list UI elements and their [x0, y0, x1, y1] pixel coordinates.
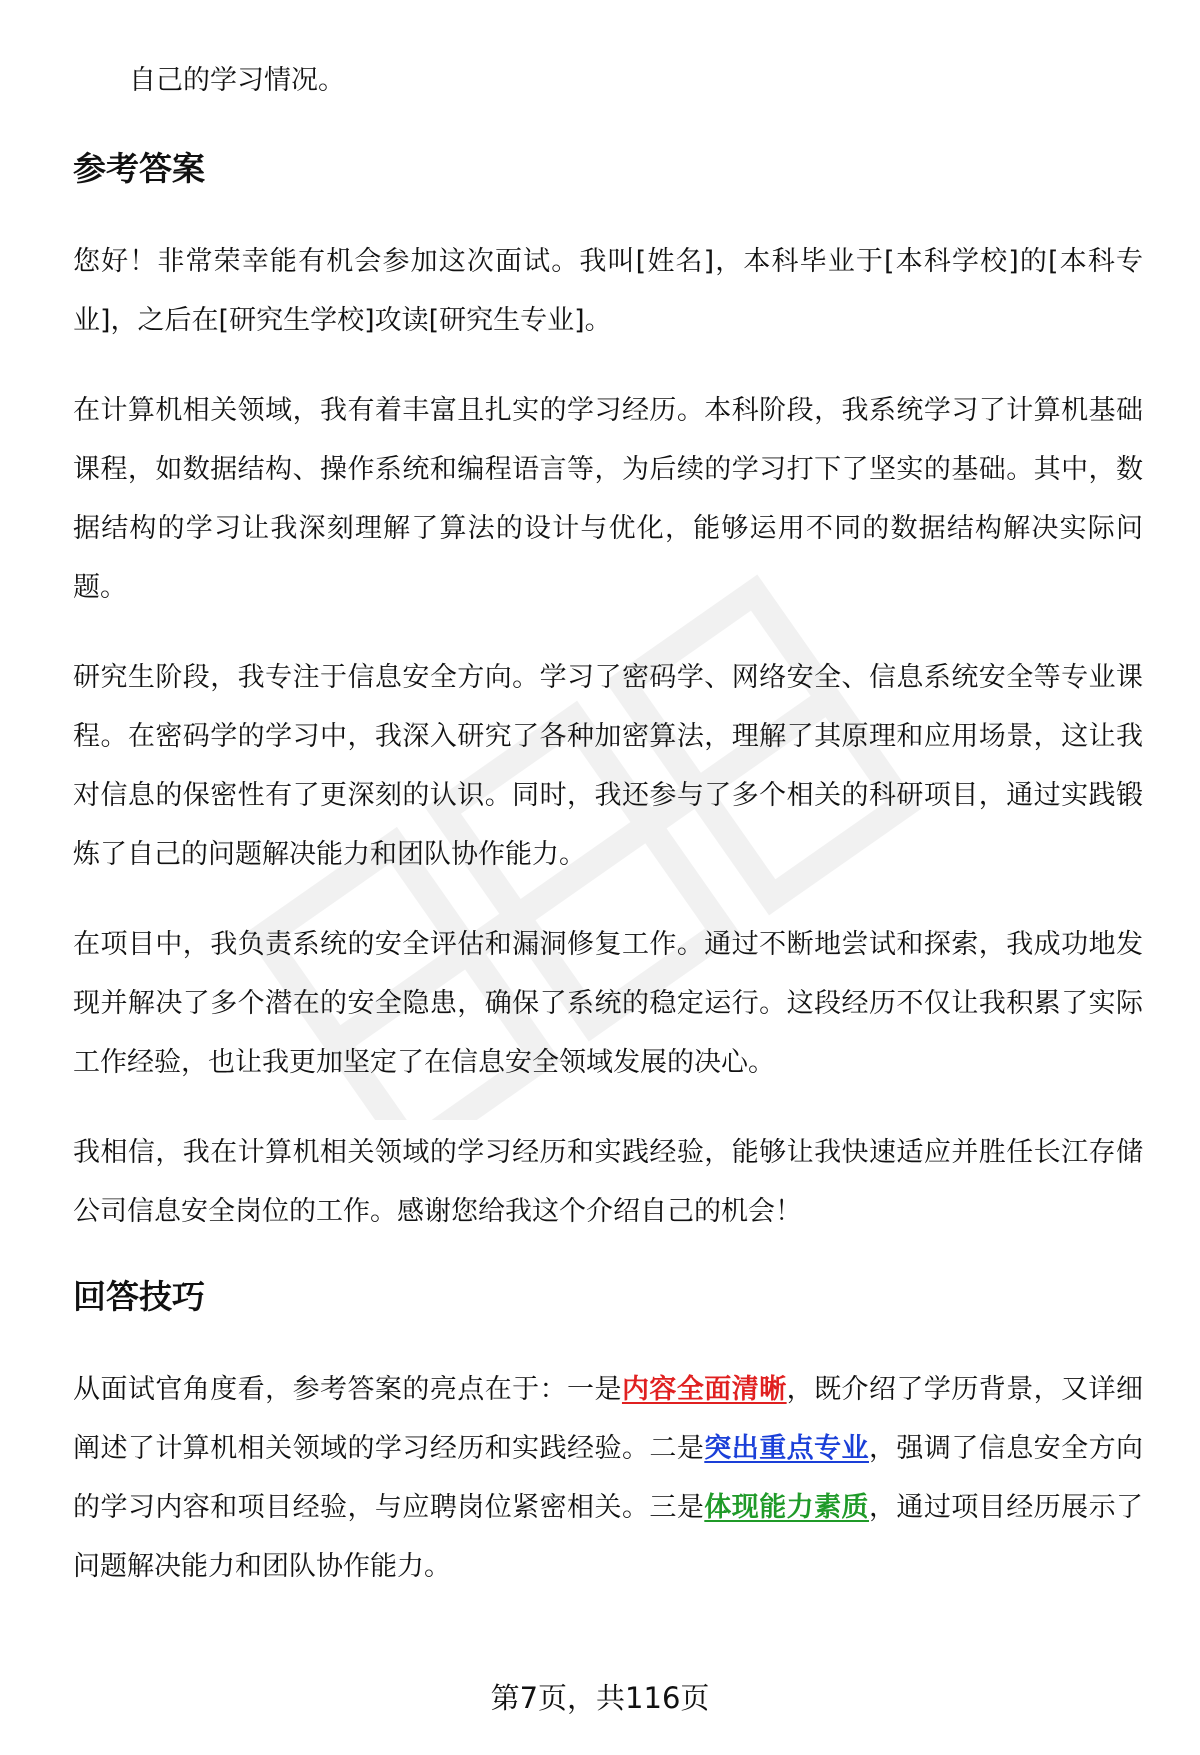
section-heading-reference-answer: 参考答案 [73, 149, 205, 188]
tips-text-3: ，强调了信息安全方向的学习内容和项目经验，与应聘岗位紧密相关。三是 [73, 1433, 1144, 1523]
answer-paragraph-5: 我相信，我在计算机相关领域的学习经历和实践经验，能够让我快速适应并胜任长江存储公司信息安全岗位的工作。感谢您给我这个介绍自己的机会！ [73, 1137, 1143, 1227]
document-body [73, 52, 1143, 1627]
answer-paragraph-4: 在项目中，我负责系统的安全评估和漏洞修复工作。通过不断地尝试和探索，我成功地发现并解决了多个潜在的安全隐患，确保了系统的稳定运行。这段经历不仅让我积累了实际工作经验，也让我更加坚定了在信息安全领域发展的决心。 [73, 929, 1143, 1078]
section-heading-answer-tips: 回答技巧 [73, 1277, 205, 1316]
highlight-ability: 体现能力素质 [704, 1492, 869, 1523]
tips-text-2: ，既介绍了学历背景，又详细阐述了计算机相关领域的学习经历和实践经验。二是 [73, 1374, 1144, 1464]
answer-paragraph-3: 研究生阶段，我专注于信息安全方向。学习了密码学、网络安全、信息系统安全等专业课程。在密码学的学习中，我深入研究了各种加密算法，理解了其原理和应用场景，这让我对信息的保密性有了更深刻的认识。同时，我还参与了多个相关的科研项目，通过实践锻炼了自己的问题解决能力和团队协作能力。 [73, 662, 1143, 870]
highlight-key-major: 突出重点专业 [704, 1433, 869, 1464]
answer-paragraph-2: 在计算机相关领域，我有着丰富且扎实的学习经历。本科阶段，我系统学习了计算机基础课程，如数据结构、操作系统和编程语言等，为后续的学习打下了坚实的基础。其中，数据结构的学习让我深刻理解了算法的设计与优化，能够运用不同的数据结构解决实际问题。 [73, 395, 1143, 603]
tips-text-4: ，通过项目经历展示了问题解决能力和团队协作能力。 [73, 1492, 1144, 1582]
tips-text-1: 从面试官角度看，参考答案的亮点在于：一是 [73, 1374, 622, 1405]
tips-paragraph [73, 1360, 1143, 1596]
answer-paragraph-1: 您好！非常荣幸能有机会参加这次面试。我叫[姓名]，本科毕业于[本科学校]的[本科专业]，之后在[研究生学校]攻读[研究生专业]。 [73, 246, 1143, 336]
lead-line: 自己的学习情况。 [129, 65, 345, 96]
page-number-footer: 第7页，共116页 [490, 1681, 710, 1715]
highlight-comprehensive: 内容全面清晰 [621, 1374, 787, 1405]
